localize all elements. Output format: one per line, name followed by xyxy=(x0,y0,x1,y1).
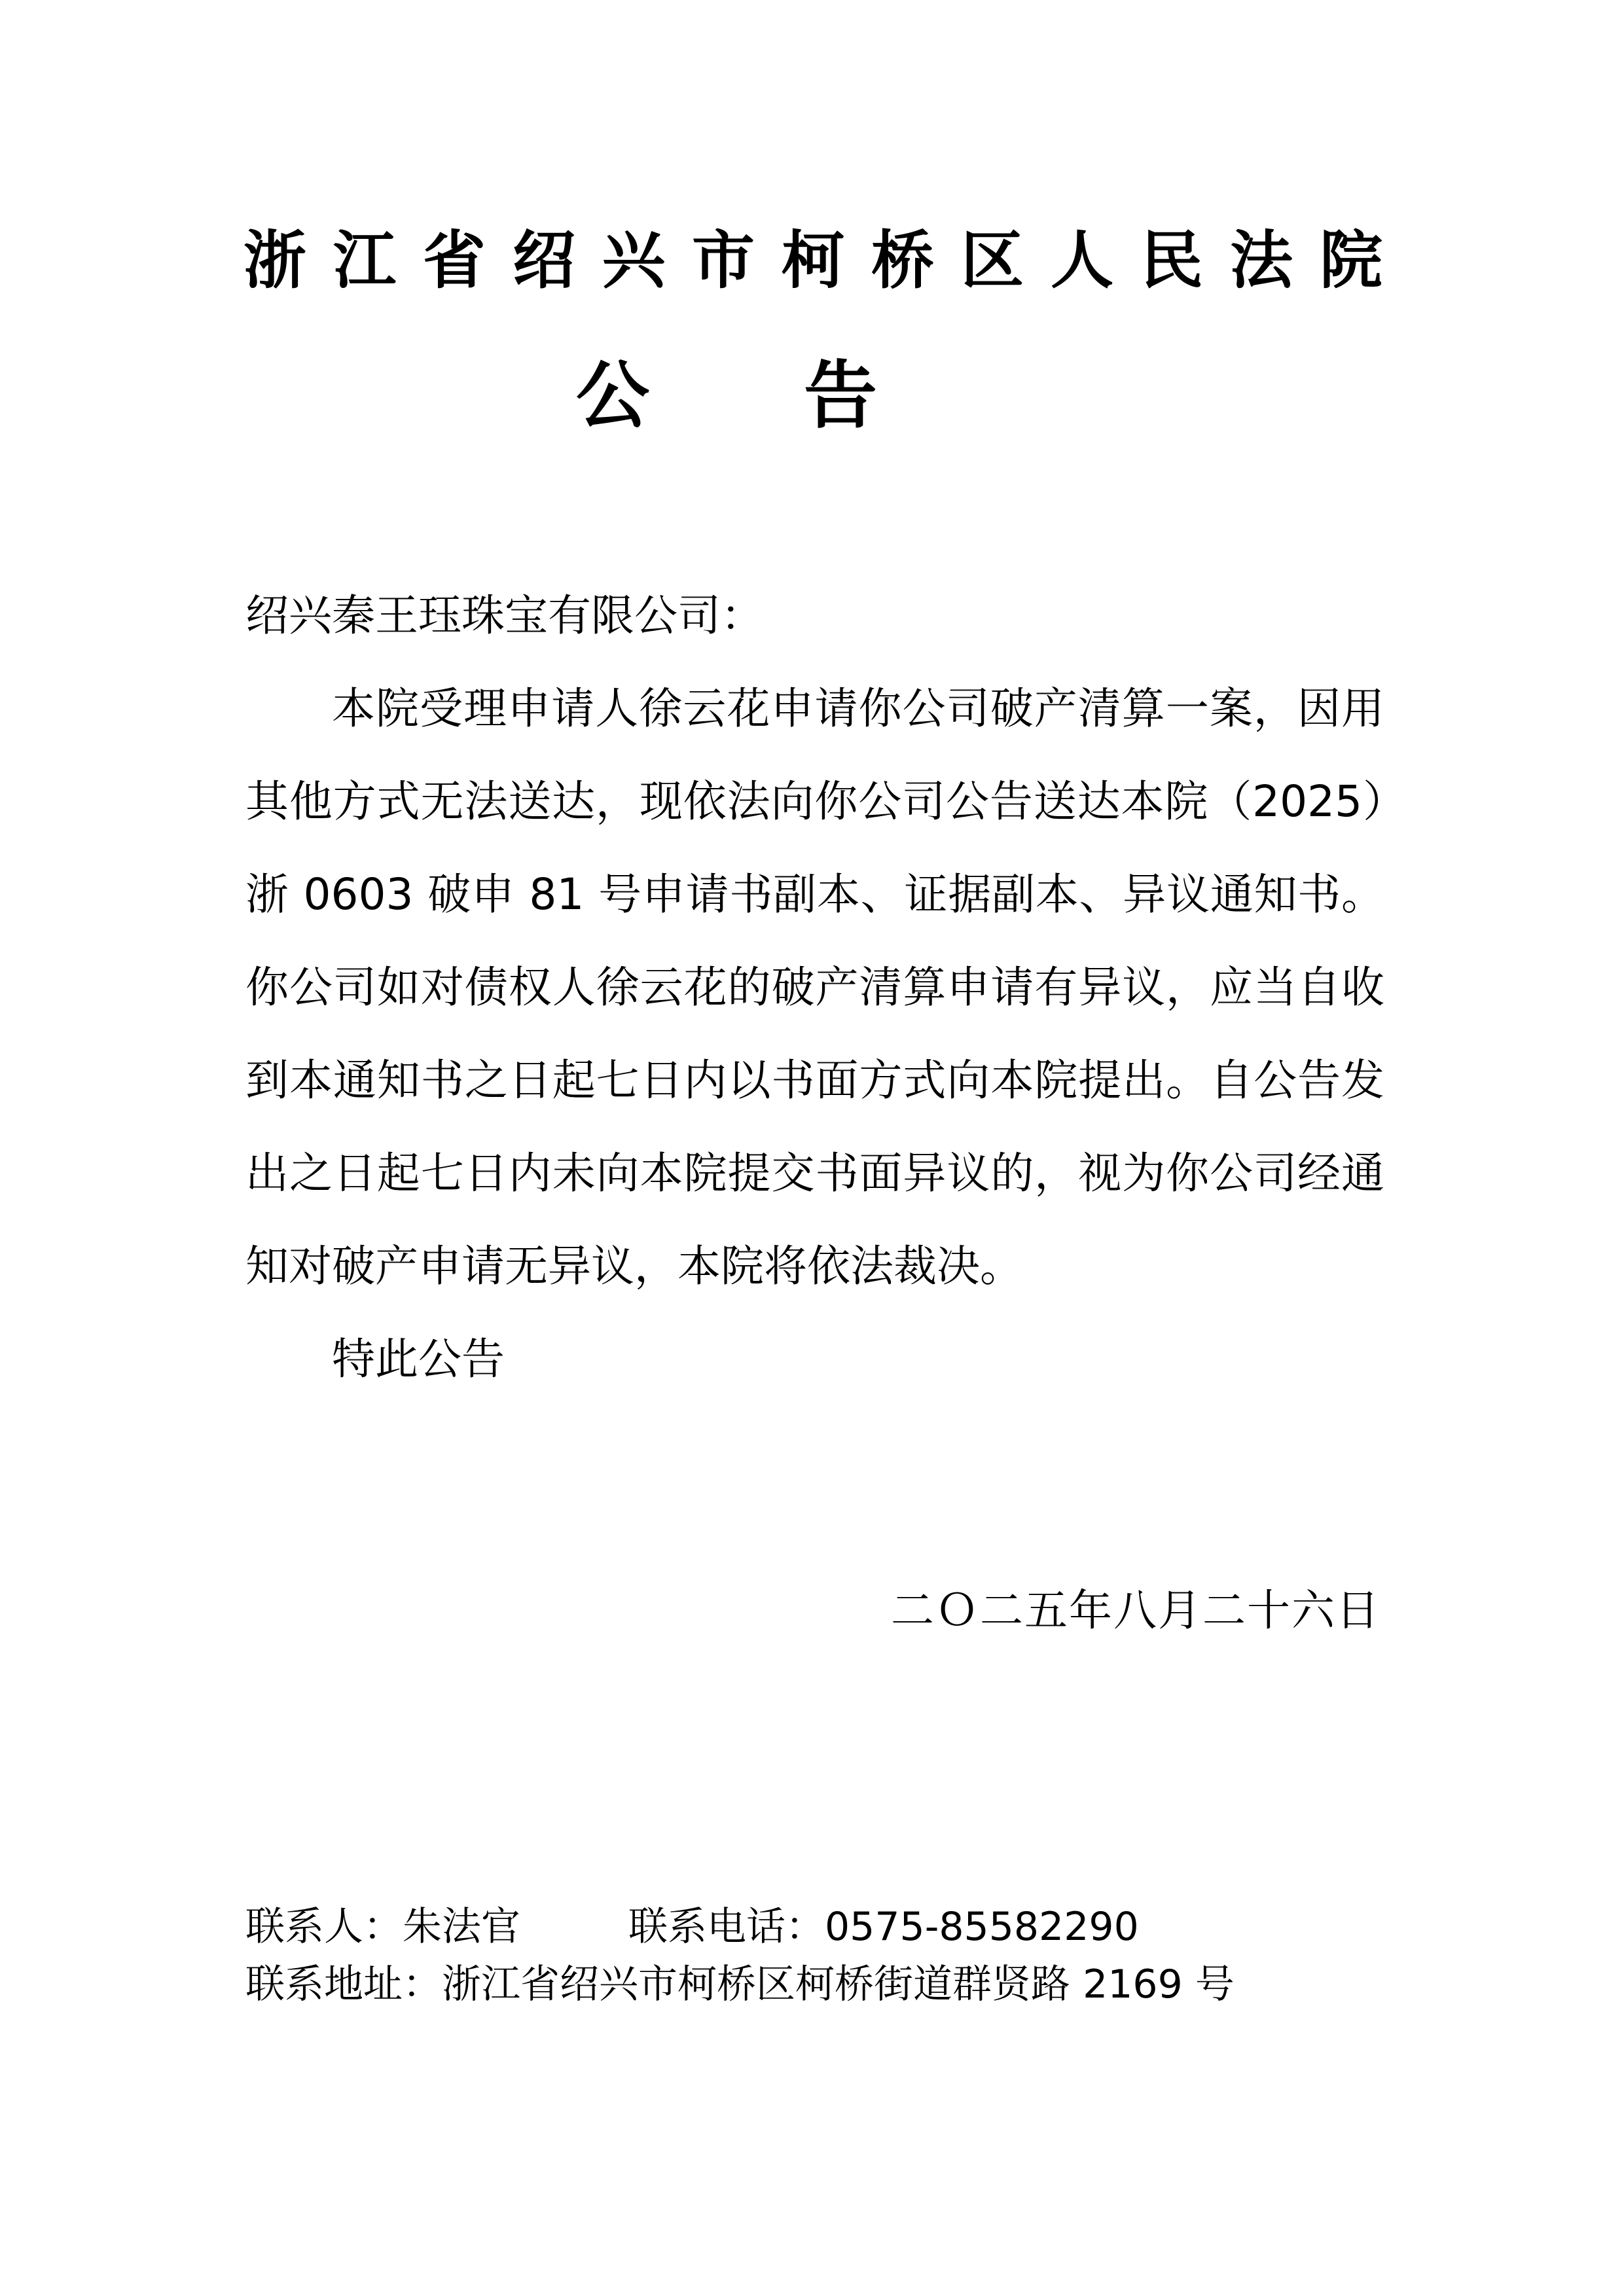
contact-block xyxy=(245,1898,1424,2013)
court-name-char: 市 xyxy=(692,224,755,297)
title-char: 公 xyxy=(576,353,649,439)
court-name-char: 院 xyxy=(1320,224,1382,297)
court-name-char: 江 xyxy=(333,224,396,297)
body-paragraph: 本院受理申请人徐云花申请你公司破产清算一案，因用其他方式无法送达，现依法向你公司公告送达本院（2025）浙 0603 破申 81 号申请书副本、证据副本、异议通知书。你公司如对债权人徐云花的破产清算申请有异议，应当自收到本通知书之日起七日内以书面方式向本院提出。自公告发出之日起七日内未向本院提交书面异议的，视为你公司经通知对破产申请无异议，本院将依法裁决。 xyxy=(245,683,1384,1291)
court-name-char: 桥 xyxy=(871,224,934,297)
closing-statement: 特此公告 xyxy=(332,1334,505,1384)
contact-row-address xyxy=(245,1956,1424,2013)
court-name-char: 区 xyxy=(961,224,1024,297)
announcement-title xyxy=(576,347,877,445)
contact-phone-value: 0575-85582290 xyxy=(825,1904,1139,1950)
contact-person-value: 朱法官 xyxy=(403,1904,520,1950)
court-name-char: 浙 xyxy=(244,224,306,297)
court-name-char: 绍 xyxy=(513,224,575,297)
issue-date: 二Ｏ二五年八月二十六日 xyxy=(891,1585,1380,1636)
court-name-char: 兴 xyxy=(602,224,665,297)
court-name-char: 民 xyxy=(1140,224,1203,297)
contact-phone-label: 联系电话： xyxy=(628,1904,825,1950)
court-name-char: 柯 xyxy=(782,224,844,297)
addressee: 绍兴秦王珏珠宝有限公司： xyxy=(245,590,764,641)
title-char: 告 xyxy=(804,353,877,439)
court-name-char: 人 xyxy=(1051,224,1113,297)
contact-address-label: 联系地址： xyxy=(245,1962,442,2007)
contact-row-person-phone xyxy=(245,1898,1424,1956)
contact-person-label: 联系人： xyxy=(245,1904,403,1950)
court-name-heading xyxy=(244,221,1382,300)
court-name-char: 法 xyxy=(1230,224,1293,297)
court-name-char: 省 xyxy=(423,224,486,297)
contact-person xyxy=(245,1898,628,1956)
contact-address-value: 浙江省绍兴市柯桥区柯桥街道群贤路 2169 号 xyxy=(442,1962,1235,2007)
contact-phone xyxy=(628,1898,1139,1956)
